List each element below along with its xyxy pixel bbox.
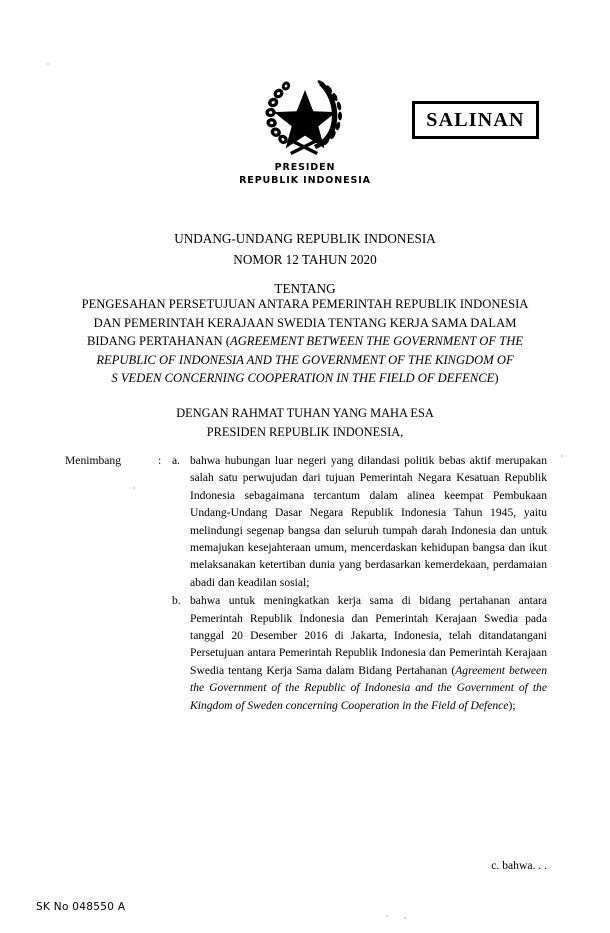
- considering-text-a: bahwa hubungan luar negeri yang dilandasi politik bebas aktif merupakan salah satu perwujudan dari tujuan Pemerintah Negara Kesatuan Republik Indonesia sebagaimana tercantum dalam alinea keempat Pembukaan Undang-Undang Dasar Negara Republik Indonesia Tahun 1945, yaitu melindungi segenap bangsa dan seluruh tumpah darah Indonesia dan untuk memajukan kesejahteraan umum, mencerdaskan kehidupan bangsa dan ikut melaksanakan ketertiban dunia yang berdasarkan kemerdekaan, perdamaian abadi dan keadilan sosial;: [190, 454, 547, 589]
- considering-section: [65, 452, 547, 714]
- scan-speckle: [404, 917, 406, 919]
- letterhead: [0, 161, 610, 187]
- scan-speckle: [386, 915, 388, 917]
- subject-line-1: PENGESAHAN PERSETUJUAN ANTARA PEMERINTAH REPUBLIK INDONESIA: [81, 297, 529, 311]
- subject-line-4: REPUBLIC OF INDONESIA AND THE GOVERNMENT OF THE KINGDOM OF: [96, 352, 514, 367]
- subject-line-3-en: AGREEMENT BETWEEN THE GOVERNMENT OF THE: [230, 334, 524, 349]
- scan-speckle: [47, 63, 49, 65]
- letterhead-line-republik: REPUBLIK INDONESIA: [239, 175, 371, 186]
- law-number: NOMOR 12 TAHUN 2020: [233, 252, 377, 267]
- salinan-label: SALINAN: [426, 108, 525, 131]
- law-type: UNDANG-UNDANG REPUBLIK INDONESIA: [174, 231, 436, 246]
- subject-line-5-en: S VEDEN CONCERNING COOPERATION IN THE FIELD OF DEFENCE: [111, 371, 495, 386]
- considering-term: Menimbang: [65, 454, 122, 467]
- considering-item-b: [65, 592, 547, 714]
- enactment-block: [55, 404, 555, 442]
- page-catchword: c. bahwa. . .: [491, 859, 547, 872]
- enactment-office: PRESIDEN REPUBLIK INDONESIA,: [206, 425, 404, 439]
- subject-line-5: [50, 369, 560, 388]
- law-title-block: [55, 228, 555, 299]
- letterhead-line-presiden: PRESIDEN: [274, 162, 336, 173]
- considering-text-b: [190, 592, 547, 714]
- considering-text-b-part2: );: [508, 698, 516, 712]
- sk-number-stamp: SK No 048550 A: [36, 901, 126, 913]
- star-wreath-icon: [261, 72, 349, 156]
- considering-text-b-english-title: Agreement between the Government of the Republic of Indonesia and the Government of the Kingdom of Sweden concerning Cooperation in the Field of Defence: [190, 663, 547, 712]
- subject-line-2: DAN PEMERINTAH KERAJAAN SWEDIA TENTANG KERJA SAMA DALAM: [93, 315, 517, 330]
- subject-line-3: [50, 332, 560, 351]
- law-subject: [50, 295, 560, 388]
- subject-line-5-close: ): [494, 371, 499, 386]
- considering-item-a: [65, 452, 547, 591]
- law-about-keyword: TENTANG: [274, 281, 336, 296]
- enactment-blessing: DENGAN RAHMAT TUHAN YANG MAHA ESA: [176, 406, 434, 420]
- salinan-stamp: [412, 101, 539, 139]
- subject-line-3-id: BIDANG PERTAHANAN (: [86, 334, 230, 349]
- considering-text-b-part1: bahwa untuk meningkatkan kerja sama di bidang pertahanan antara Pemerintah Republik Indonesia dan Pemerintah Kerajaan Swedia pada tanggal 20 Desember 2016 di Jakarta, Indonesia, telah ditandatangani Persetujuan antara Pemerintah Republik Indonesia dan Pemerintah Kerajaan Swedia tentang Kerja Sama dalam Bidang Pertahanan (: [190, 594, 547, 677]
- scan-speckle: [561, 455, 563, 457]
- considering-colon: :: [158, 454, 162, 467]
- considering-marker-b: b.: [172, 594, 181, 608]
- considering-marker-a: a.: [172, 454, 181, 467]
